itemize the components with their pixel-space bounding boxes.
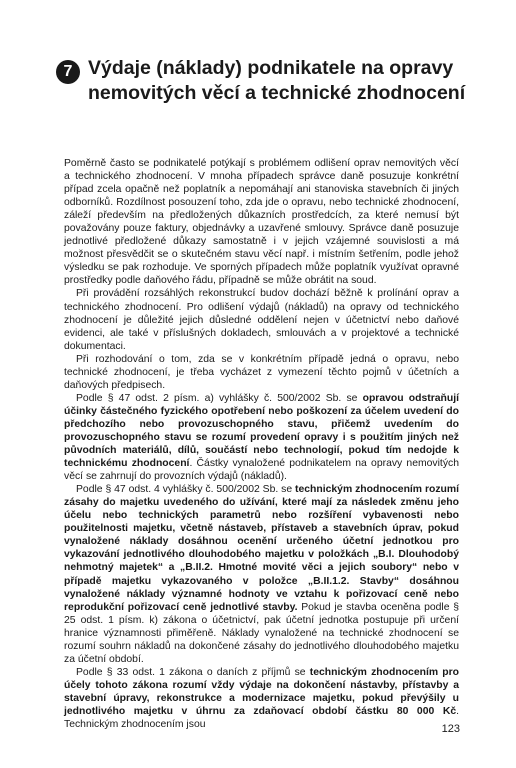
paragraph: [64, 392, 459, 483]
text-run: . Částky vynaložené podnikatelem na opravy nemovitých věcí se zahrnují do provozních výdajů (nákladů).: [64, 458, 459, 483]
bold-text-run: opravou odstraňují účinky částečného fyzického opotřebení nebo poškození za účelem uvedení do předchozího nebo provozuschopného stavu, přičemž uvedením do provozuschopného stavu se rozumí provedení opravy i s použitím jiných než původních materiálů, dílů, součástí nebo technologií, pokud tím nedojde k technickému zhodnocení: [64, 392, 459, 470]
text-run: Podle § 33 odst. 1 zákona o daních z příjmů se: [76, 666, 310, 678]
paragraph: [64, 666, 459, 731]
text-run: Při rozhodování o tom, zda se v konkrétním případě jedná o opravu, nebo technické zhodnocení, je třeba vycházet z vymezení těchto pojmů v účetních a daňových předpisech.: [64, 353, 459, 391]
page-number: 123: [441, 723, 460, 735]
paragraph: [64, 157, 459, 287]
text-run: . Technickým zhodnocením jsou: [64, 705, 459, 731]
text-run: Podle § 47 odst. 4 vyhlášky č. 500/2002 Sb. se: [76, 484, 296, 496]
text-run: Při provádění rozsáhlých rekonstrukcí budov dochází běžně k prolínání oprav a technického zhodnocení. Pro odlišení výdajů (nákladů) na opravy od technického zhodnocení je důležité jejich důsledné oddělení nejen v účetnictví nebo daňové evidenci, ale také v příslušných dokladech, smlouvách a v projektové a technické dokumentaci.: [64, 288, 459, 352]
chapter-number-badge: 7: [56, 60, 80, 84]
text-run: Pokud je stavba oceněna podle § 25 odst. 1 písm. k) zákona o účetnictví, pak účetní jednotka postupuje při určení hranice významnosti přiměřeně. Náklady vynaložené na technické zhodnocení se rozumí souhrn nákladů na dokončené zásahy do jednotlivého dlouhodobého majetku za účetní období.: [64, 601, 459, 665]
chapter-title: [88, 56, 488, 106]
chapter-title-line-2: nemovitých věcí a technické zhodnocení: [88, 82, 466, 104]
paragraph: [64, 353, 459, 392]
bold-text-run: technickým zhodnocením pro účely tohoto zákona rozumí vždy výdaje na dokončení nástavby, přístavby a stavební úpravy, rekonstrukce a modernizace majetku, pokud převýšily u jednotlivého majetku v úhrnu za zdaňovací období částku 80 000 Kč: [64, 666, 459, 717]
chapter-title-line-1: Výdaje (náklady) podnikatele na opravy: [88, 57, 454, 79]
bold-text-run: technickým zhodnocením rozumí zásahy do majetku uvedeného do užívání, které mají za následek změnu jeho účelu nebo technických parametrů nebo rozšíření vybavenosti nebo použitelnosti majetku, včetně nástaveb, přístaveb a stavebních úprav, pokud vynaložené náklady dosáhnou ocenění určeného účetní jednotkou pro vykazování jednotlivého dlouhodobého majetku v položkách „B.I. Dlouhodobý nehmotný majetek“ a „B.II.2. Hmotné movité věci a jejich soubory“ nebo v případě majetku vykazovaného v položce „B.II.1.2. Stavby“ dosáhnou vynaložené náklady významné hodnoty ve vztahu k pořizovací ceně nebo reprodukční pořizovací ceně jednotlivé stavby.: [64, 484, 460, 613]
body-text: [64, 157, 459, 731]
paragraph: [64, 287, 459, 352]
paragraph: [64, 483, 459, 666]
text-run: Podle § 47 odst. 2 písm. a) vyhlášky č. 500/2002 Sb. se: [76, 392, 363, 404]
text-run: Poměrně často se podnikatelé potýkají s problémem odlišení oprav nemovitých věcí a technického zhodnocení. V mnoha případech správce daně posuzuje konkrétní případ zcela opačně než poplatník a nepomáhají ani stanoviska stavebních či jiných odborníků. Rozdílnost posouzení toho, zda jde o opravu, nebo technické zhodnocení, záleží především na předložených důkazních prostředcích, za které nemusí být považovány pouze faktury, objednávky a uzavřené smlouvy. Správce daně posuzuje jednotlivé předložené důkazy samostatně i v jejich vzájemné souvislosti a má možnost přesvědčit se o skutečném stavu věcí např. i místním šetřením, podle jehož výsledku se pak rozhoduje. Ve sporných případech může poplatník využívat opravné prostředky podle daňového řádu, případně se může obrátit na soud.: [64, 158, 459, 287]
